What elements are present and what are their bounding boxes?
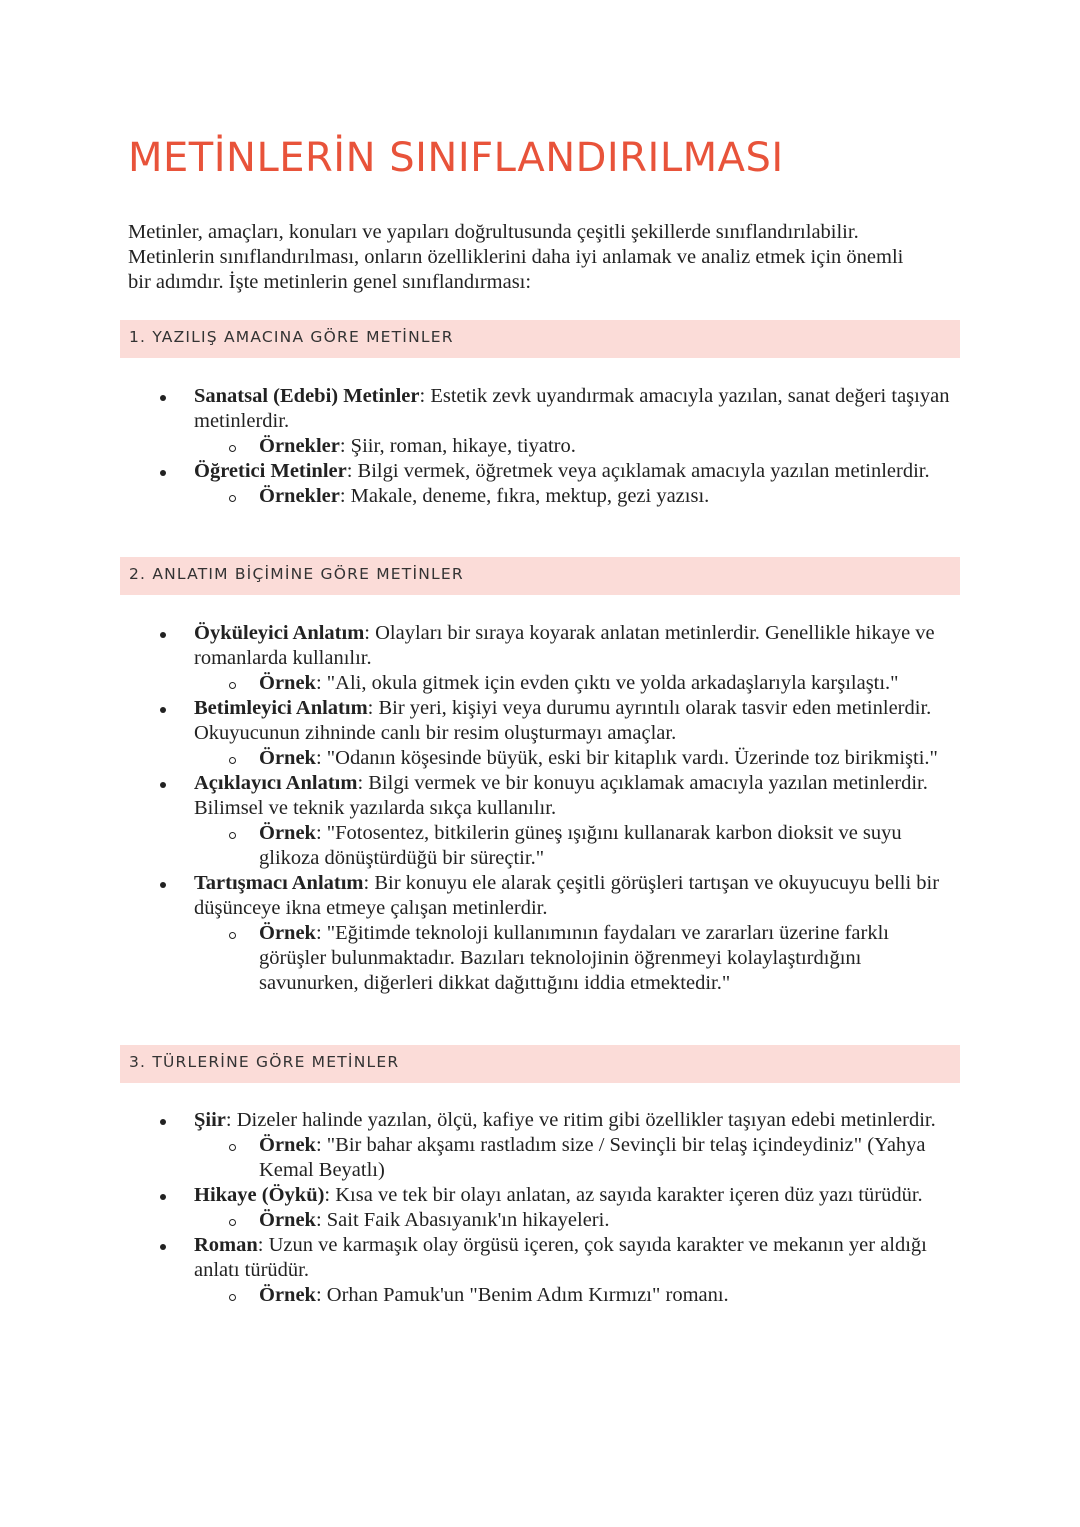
sub-list xyxy=(194,921,950,996)
item-description: : Bir yeri, kişiyi veya durumu ayrıntılı olarak tasvir eden metinlerdir. Okuyucunun zihninde canlı bir resim oluşturmayı amaçlar. xyxy=(194,697,932,744)
bullet-icon xyxy=(160,882,166,888)
sub-list-item xyxy=(194,746,950,771)
sub-list-item xyxy=(194,821,950,871)
item-description: : Bir konuyu ele alarak çeşitli görüşleri tartışan ve okuyucuyu belli bir düşünceye ikna etmeye çalışan metinlerdir. xyxy=(194,872,940,919)
list-item xyxy=(160,771,950,871)
circle-bullet-icon xyxy=(229,682,236,689)
item-description: : Kısa ve tek bir olayı anlatan, az sayıda karakter içeren düz yazı türüdür. xyxy=(324,1184,923,1206)
item-term: Sanatsal (Edebi) Metinler xyxy=(194,385,420,407)
example-label: Örnek xyxy=(259,1134,316,1156)
sub-list xyxy=(194,1208,950,1233)
page-title: METİNLERİN SINIFLANDIRILMASI xyxy=(128,135,784,181)
example-text: : "Fotosentez, bitkilerin güneş ışığını kullanarak karbon dioksit ve suyu glikoza dönüştürdüğü bir süreçtir." xyxy=(259,822,902,869)
item-term: Şiir xyxy=(194,1109,226,1131)
section-header-label: 3. TÜRLERİNE GÖRE METİNLER xyxy=(129,1053,400,1071)
intro-paragraph: Metinler, amaçları, konuları ve yapıları doğrultusunda çeşitli şekillerde sınıflandırılabilir. Metinlerin sınıflandırılması, onların özelliklerini daha iyi anlamak ve analiz etmek için önemli bir adımdır. İşte metinlerin genel sınıflandırması: xyxy=(128,221,904,293)
example-label: Örnekler xyxy=(259,435,340,457)
item-description: : Estetik zevk uyandırmak amacıyla yazılan, sanat değeri taşıyan metinlerdir. xyxy=(194,385,950,432)
example-text: : Şiir, roman, hikaye, tiyatro. xyxy=(339,435,576,457)
example-label: Örnek xyxy=(259,922,316,944)
item-description: : Uzun ve karmaşık olay örgüsü içeren, çok sayıda karakter ve mekanın yer aldığı anlatı türüdür. xyxy=(194,1234,927,1281)
example-label: Örnekler xyxy=(259,485,340,507)
example-text: : Orhan Pamuk'un "Benim Adım Kırmızı" romanı. xyxy=(315,1284,729,1306)
circle-bullet-icon xyxy=(229,445,236,452)
sub-list xyxy=(194,484,950,509)
sub-list xyxy=(194,434,950,459)
section-list-1 xyxy=(160,384,950,509)
example-text: : "Ali, okula gitmek için evden çıktı ve yolda arkadaşlarıyla karşılaştı." xyxy=(315,672,899,694)
circle-bullet-icon xyxy=(229,757,236,764)
section-header-label: 1. YAZILIŞ AMACINA GÖRE METİNLER xyxy=(129,328,454,346)
circle-bullet-icon xyxy=(229,932,236,939)
sub-list-item xyxy=(194,1283,950,1308)
bullet-icon xyxy=(160,782,166,788)
item-term: Roman xyxy=(194,1234,258,1256)
list-item xyxy=(160,1233,950,1308)
item-term: Tartışmacı Anlatım xyxy=(194,872,364,894)
circle-bullet-icon xyxy=(229,832,236,839)
example-label: Örnek xyxy=(259,822,316,844)
item-description: : Bilgi vermek, öğretmek veya açıklamak amacıyla yazılan metinlerdir. xyxy=(346,460,930,482)
item-term: Açıklayıcı Anlatım xyxy=(194,772,358,794)
example-text: : Sait Faik Abasıyanık'ın hikayeleri. xyxy=(315,1209,610,1231)
list-item xyxy=(160,696,950,771)
example-label: Örnek xyxy=(259,1209,316,1231)
example-text: : "Odanın köşesinde büyük, eski bir kitaplık vardı. Üzerinde toz birikmişti." xyxy=(315,747,938,769)
bullet-icon xyxy=(160,707,166,713)
example-text: : "Eğitimde teknoloji kullanımının faydaları ve zararları üzerine farklı görüşler bulunmaktadır. Bazıları teknolojinin öğrenmeyi kolaylaştırdığını savunurken, diğerleri dikkat dağıttığını iddia etmektedir." xyxy=(259,922,889,994)
sub-list-item xyxy=(194,1208,950,1233)
bullet-icon xyxy=(160,1244,166,1250)
circle-bullet-icon xyxy=(229,495,236,502)
list-item xyxy=(160,459,950,509)
list-item xyxy=(160,1108,950,1183)
example-text: : "Bir bahar akşamı rastladım size / Sevinçli bir telaş içindeydiniz" (Yahya Kemal Beyatlı) xyxy=(259,1134,926,1181)
section-header-2 xyxy=(120,557,960,595)
section-header-3 xyxy=(120,1045,960,1083)
item-term: Öğretici Metinler xyxy=(194,460,347,482)
sub-list xyxy=(194,821,950,871)
example-label: Örnek xyxy=(259,747,316,769)
section-list-2 xyxy=(160,621,950,996)
item-term: Betimleyici Anlatım xyxy=(194,697,368,719)
circle-bullet-icon xyxy=(229,1144,236,1151)
sub-list xyxy=(194,1133,950,1183)
example-text: : Makale, deneme, fıkra, mektup, gezi yazısı. xyxy=(339,485,710,507)
section-header-label: 2. ANLATIM BİÇİMİNE GÖRE METİNLER xyxy=(129,565,464,583)
list-item xyxy=(160,384,950,459)
list-item xyxy=(160,1183,950,1233)
bullet-icon xyxy=(160,1194,166,1200)
sub-list xyxy=(194,671,950,696)
bullet-icon xyxy=(160,1119,166,1125)
sub-list-item xyxy=(194,1133,950,1183)
item-description: : Bilgi vermek ve bir konuyu açıklamak amacıyla yazılan metinlerdir. Bilimsel ve teknik yazılarda sıkça kullanılır. xyxy=(194,772,928,819)
sub-list xyxy=(194,746,950,771)
sub-list-item xyxy=(194,671,950,696)
list-item xyxy=(160,621,950,696)
section-list-3 xyxy=(160,1108,950,1308)
item-term: Öyküleyici Anlatım xyxy=(194,622,365,644)
item-term: Hikaye (Öykü) xyxy=(194,1184,325,1206)
sub-list xyxy=(194,1283,950,1308)
item-description: : Olayları bir sıraya koyarak anlatan metinlerdir. Genellikle hikaye ve romanlarda kullanılır. xyxy=(194,622,935,669)
example-label: Örnek xyxy=(259,672,316,694)
list-item xyxy=(160,871,950,996)
circle-bullet-icon xyxy=(229,1219,236,1226)
section-header-1 xyxy=(120,320,960,358)
example-label: Örnek xyxy=(259,1284,316,1306)
sub-list-item xyxy=(194,921,950,996)
circle-bullet-icon xyxy=(229,1294,236,1301)
item-description: : Dizeler halinde yazılan, ölçü, kafiye ve ritim gibi özellikler taşıyan edebi metinlerdir. xyxy=(225,1109,936,1131)
sub-list-item xyxy=(194,434,950,459)
bullet-icon xyxy=(160,395,166,401)
bullet-icon xyxy=(160,470,166,476)
bullet-icon xyxy=(160,632,166,638)
sub-list-item xyxy=(194,484,950,509)
